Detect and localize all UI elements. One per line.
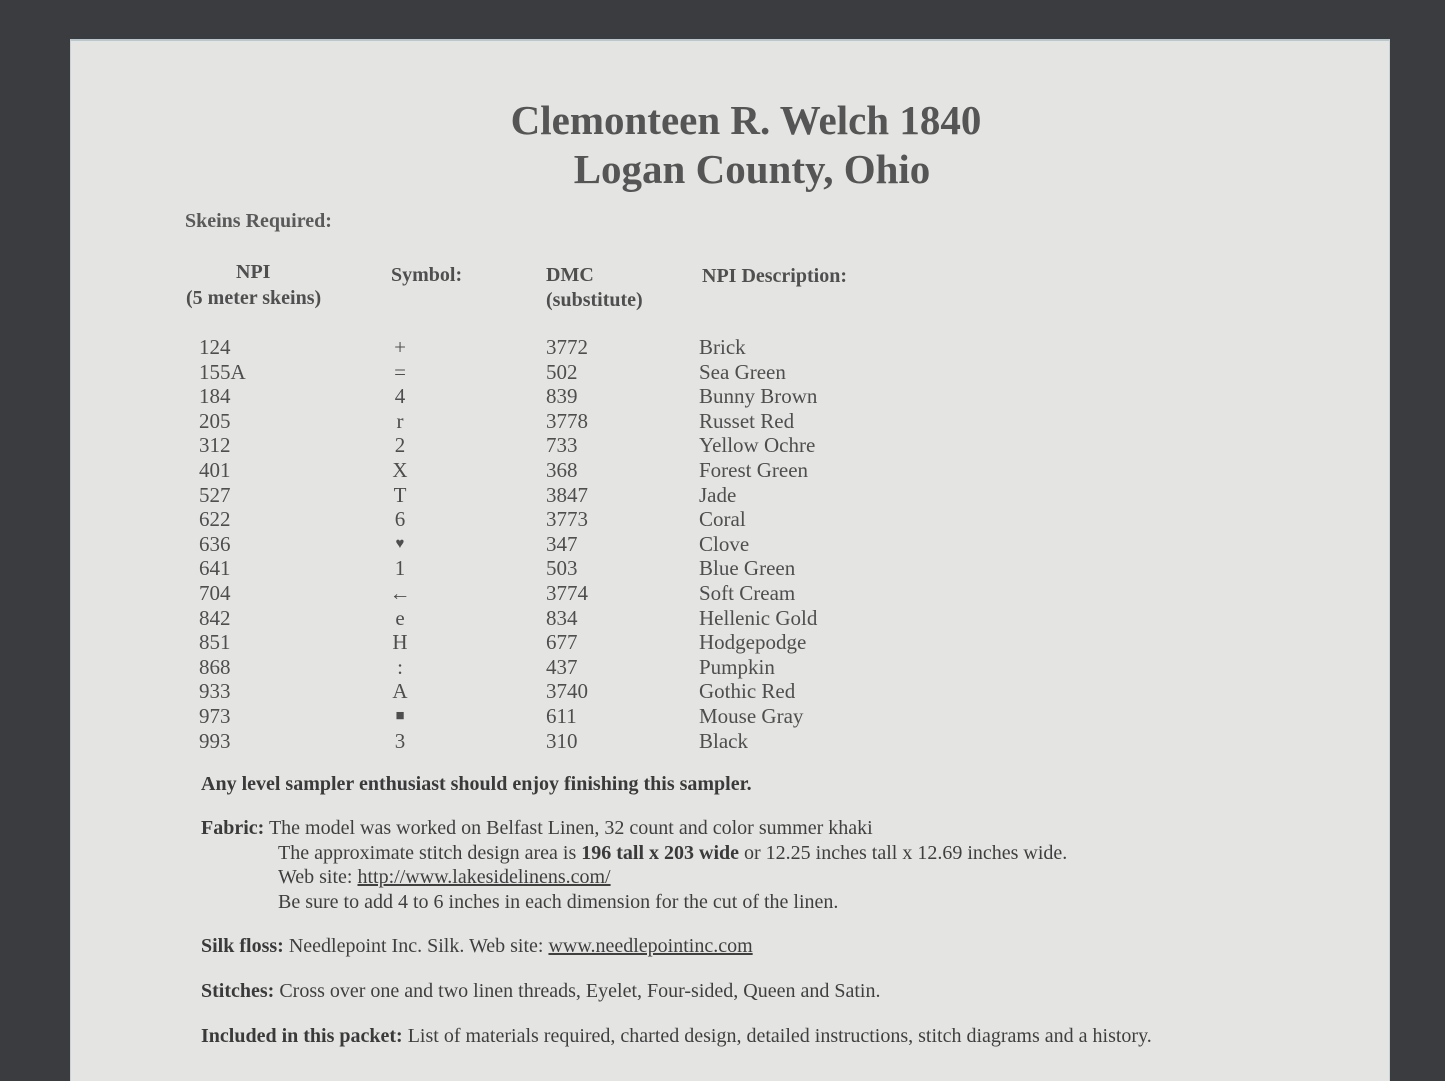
fabric-area-post: or 12.25 inches tall x 12.69 inches wide. xyxy=(739,842,1068,864)
description-cell: Pumpkin xyxy=(699,654,775,679)
symbol-cell: r xyxy=(396,408,404,433)
table-row xyxy=(0,458,1445,482)
npi-cell: 704 xyxy=(199,581,231,605)
col-symbol: Symbol: xyxy=(391,264,463,286)
dmc-cell: 3778 xyxy=(546,408,588,433)
table-row xyxy=(0,409,1445,433)
fabric-line-4: Be sure to add 4 to 6 inches in each dimension for the cut of the linen. xyxy=(278,891,839,913)
symbol-cell: A xyxy=(392,679,408,704)
included-line xyxy=(201,1025,1152,1048)
fabric-text: The model was worked on Belfast Linen, 32 count and color summer khaki xyxy=(268,817,873,839)
dmc-cell: 3740 xyxy=(546,679,588,704)
description-cell: Coral xyxy=(699,507,746,532)
description-cell: Sea Green xyxy=(699,359,786,384)
title-line-2: Logan County, Ohio xyxy=(573,146,931,192)
dmc-cell: 839 xyxy=(546,384,578,409)
table-row xyxy=(0,556,1445,580)
symbol-cell: T xyxy=(393,482,407,507)
fabric-label: Fabric: xyxy=(201,817,265,839)
col-npi-sub: (5 meter skeins) xyxy=(186,287,322,309)
fabric-line-1 xyxy=(201,817,873,840)
needlepoint-link[interactable]: www.needlepointinc.com xyxy=(548,935,753,957)
symbol-cell: + xyxy=(394,335,406,359)
fabric-area-bold: 196 tall x 203 wide xyxy=(581,842,740,864)
dmc-cell: 502 xyxy=(546,359,578,384)
dmc-cell: 611 xyxy=(546,704,577,728)
symbol-cell: 6 xyxy=(394,507,406,532)
dmc-cell: 3773 xyxy=(546,507,588,532)
col-description: NPI Description: xyxy=(702,265,847,287)
symbol-cell: 4 xyxy=(394,384,406,409)
table-row xyxy=(0,384,1445,408)
symbol-cell: 2 xyxy=(394,433,406,458)
description-cell: Jade xyxy=(699,482,737,507)
lakeside-linens-link[interactable]: http://www.lakesidelinens.com/ xyxy=(357,866,611,888)
enthusiast-note: Any level sampler enthusiast should enjoy finishing this sampler. xyxy=(201,773,752,795)
npi-cell: 622 xyxy=(199,507,231,532)
table-row xyxy=(0,433,1445,457)
title-line-1: Clemonteen R. Welch 1840 xyxy=(510,97,982,143)
description-cell: Clove xyxy=(699,531,750,556)
table-row xyxy=(0,532,1445,556)
npi-cell: 124 xyxy=(199,335,231,359)
included-text: List of materials required, charted design, detailed instructions, stitch diagrams and a history. xyxy=(402,1025,1152,1047)
fabric-area-pre: The approximate stitch design area is xyxy=(278,842,582,864)
description-cell: Blue Green xyxy=(699,556,796,581)
npi-cell: 184 xyxy=(199,384,231,409)
dmc-cell: 503 xyxy=(546,556,578,581)
dmc-cell: 3772 xyxy=(546,335,588,359)
description-cell: Black xyxy=(699,728,748,753)
symbol-cell: ← xyxy=(389,581,411,605)
description-cell: Hellenic Gold xyxy=(699,605,818,630)
symbol-cell: ■ xyxy=(395,708,405,724)
col-dmc: DMC xyxy=(546,264,594,286)
table-row xyxy=(0,483,1445,507)
npi-cell: 933 xyxy=(199,679,231,704)
npi-cell: 155A xyxy=(199,359,246,384)
npi-cell: 842 xyxy=(199,605,231,630)
dmc-cell: 347 xyxy=(546,531,578,556)
description-cell: Gothic Red xyxy=(699,679,796,704)
symbol-cell: : xyxy=(397,654,403,679)
description-cell: Soft Cream xyxy=(699,581,796,605)
fabric-line-3 xyxy=(278,866,611,889)
npi-cell: 868 xyxy=(199,654,231,679)
dmc-cell: 310 xyxy=(546,728,578,753)
table-row xyxy=(0,606,1445,630)
npi-cell: 851 xyxy=(199,630,231,655)
table-row xyxy=(0,507,1445,531)
description-cell: Forest Green xyxy=(699,458,809,482)
description-cell: Mouse Gray xyxy=(699,704,804,728)
table-row xyxy=(0,360,1445,384)
symbol-cell: = xyxy=(394,359,406,384)
dmc-cell: 677 xyxy=(546,630,578,655)
table-row xyxy=(0,704,1445,728)
npi-cell: 401 xyxy=(199,458,231,482)
npi-cell: 993 xyxy=(199,728,231,753)
symbol-cell: e xyxy=(395,605,405,630)
table-row xyxy=(0,581,1445,605)
fabric-line-2 xyxy=(278,842,1067,865)
description-cell: Bunny Brown xyxy=(699,384,818,409)
npi-cell: 636 xyxy=(199,531,231,556)
included-label: Included in this packet: xyxy=(201,1025,403,1047)
silk-label: Silk floss: xyxy=(201,935,284,957)
symbol-cell: H xyxy=(392,630,408,655)
stitches-text: Cross over one and two linen threads, Eyelet, Four-sided, Queen and Satin. xyxy=(274,980,881,1002)
dmc-cell: 733 xyxy=(546,433,578,458)
table-row xyxy=(0,679,1445,703)
fabric-web-label: Web site: xyxy=(278,866,358,888)
npi-cell: 973 xyxy=(199,704,231,728)
symbol-cell: 3 xyxy=(394,728,406,753)
dmc-cell: 3774 xyxy=(546,581,588,605)
description-cell: Yellow Ochre xyxy=(699,433,816,458)
dmc-cell: 834 xyxy=(546,605,578,630)
table-row xyxy=(0,630,1445,654)
dmc-cell: 368 xyxy=(546,458,578,482)
silk-text: Needlepoint Inc. Silk. Web site: xyxy=(283,935,549,957)
col-dmc-sub: (substitute) xyxy=(546,289,643,311)
stitches-label: Stitches: xyxy=(201,980,275,1002)
col-npi: NPI xyxy=(236,261,271,283)
table-row xyxy=(0,335,1445,359)
dmc-cell: 437 xyxy=(546,654,578,679)
symbol-cell: ♥ xyxy=(395,535,405,552)
dmc-cell: 3847 xyxy=(546,482,588,507)
table-row xyxy=(0,655,1445,679)
description-cell: Brick xyxy=(699,335,746,359)
npi-cell: 641 xyxy=(199,556,231,581)
npi-cell: 312 xyxy=(199,433,231,458)
silk-floss-line xyxy=(201,935,753,958)
symbol-cell: X xyxy=(392,458,408,482)
npi-cell: 205 xyxy=(199,408,231,433)
description-cell: Russet Red xyxy=(699,408,795,433)
skeins-heading: Skeins Required: xyxy=(185,210,332,232)
stitches-line xyxy=(201,980,880,1003)
npi-cell: 527 xyxy=(199,482,231,507)
symbol-cell: 1 xyxy=(394,556,406,581)
table-row xyxy=(0,729,1445,753)
description-cell: Hodgepodge xyxy=(699,630,807,655)
